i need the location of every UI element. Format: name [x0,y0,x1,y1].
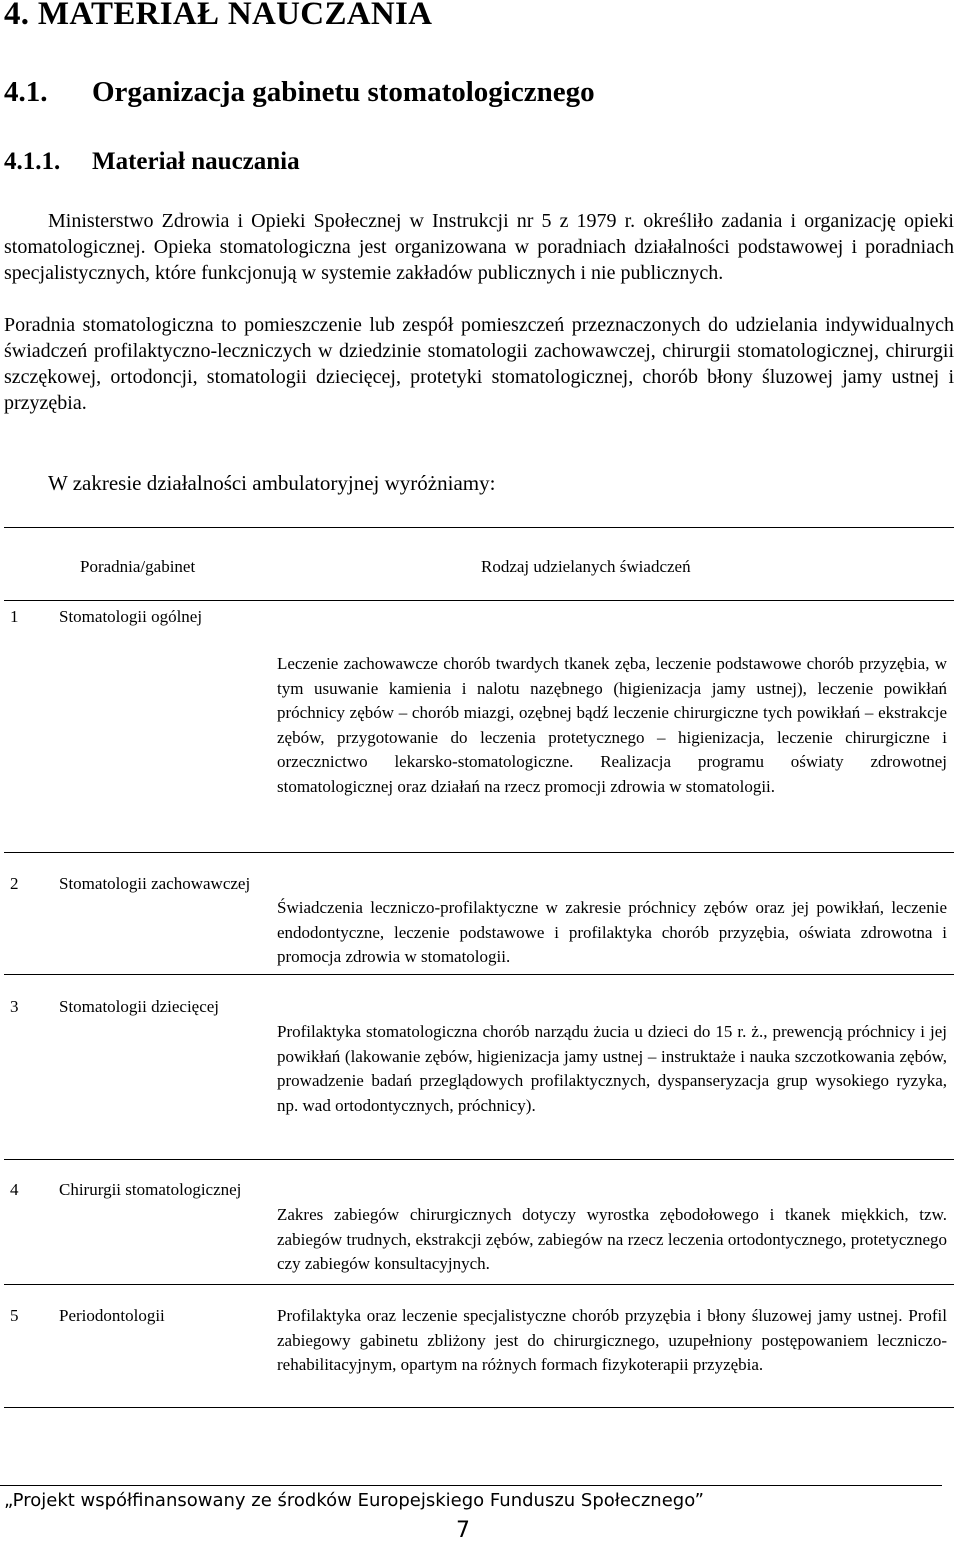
paragraph-intro: Ministerstwo Zdrowia i Opieki Społecznej w Instrukcji nr 5 z 1979 r. określiło zadania i organizację opieki stomatologicznej. Opieka stomatologiczna jest organizowana w poradniach działalności podstawowej i poradniach specjalistycznych, które funkcjonują w systemie zakładów publicznych i nie publicznych. [4,210,954,284]
row-clinic-name: Chirurgii stomatologicznej [59,1180,242,1199]
subsection-number: 4.1.1. [4,148,61,175]
table-header-services: Rodzaj udzielanych świadczeń [481,557,691,576]
row-clinic-name: Stomatologii ogólnej [59,607,203,626]
row-number: 1 [10,607,19,626]
table-rule [4,1284,954,1285]
row-number: 2 [10,874,19,893]
table-rule [4,852,954,853]
table-lead-text: W zakresie działalności ambulatoryjnej wyróżniamy: [48,471,496,495]
row-number: 4 [10,1180,19,1199]
paragraph-definition: Poradnia stomatologiczna to pomieszczenie lub zespół pomieszczeń przeznaczonych do udzielania indywidualnych świadczeń profilaktyczno-leczniczych w dziedzinie stomatologii zachowawczej, chirurgii stomatologicznej, chirurgii szczękowej, ortodoncji, stomatologii dziecięcej, protetyki stomatologicznej, chorób błony śluzowej jamy ustnej i przyzębia. [4,314,954,414]
row-clinic-name: Stomatologii dziecięcej [59,997,220,1016]
row-services: Profilaktyka stomatologiczna chorób narządu żucia u dzieci do 15 r. ż., prewencją próchnicy i jej powikłań (lakowanie zębów, higienizacja jamy ustnej – instruktaże i nauka szczotkowania zębów, prowadzenie badań przeglądowych profilaktycznych, dyspanseryzacja grup wysokiego ryzyka, np. wad ortodontycznych, próchnicy). [277,1022,947,1115]
section-title: Organizacja gabinetu stomatologicznego [92,76,595,108]
chapter-heading: 4. MATERIAŁ NAUCZANIA [4,0,433,32]
table-rule [4,1159,954,1160]
footer-rule [0,1485,942,1486]
row-number: 3 [10,997,19,1016]
table-rule-bottom [4,1407,954,1408]
row-services: Świadczenia leczniczo-profilaktyczne w zakresie próchnicy zębów oraz jej powikłań, leczenie endodontyczne, leczenie podstawowe i profilaktyka chorób przyzębia, oświata zdrowotna i promocja zdrowia w stomatologii. [277,898,947,966]
subsection-heading [4,148,300,176]
row-services: Profilaktyka oraz leczenie specjalistyczne chorób przyzębia i błony śluzowej jamy ustnej. Profil zabiegowy gabinetu zbliżony jest do chirurgicznego, uzupełniony postępowaniem leczniczo-rehabilitacyjnym, opartym na różnych formach fizykoterapii przyzębia. [277,1306,947,1374]
table-rule-header [4,600,954,601]
section-number: 4.1. [4,76,48,108]
subsection-title: Materiał nauczania [92,148,300,175]
row-services: Zakres zabiegów chirurgicznych dotyczy wyrostka zębodołowego i tkanek miękkich, tzw. zabiegów trudnych, ekstrakcji zębów, zabiegów na rzecz leczenia ortodontycznego, protetycznego czy zabiegów konsultacyjnych. [277,1205,947,1273]
page-number: 7 [456,1518,470,1543]
table-rule [4,974,954,975]
table-rule-top [4,527,954,528]
table-header-clinic: Poradnia/gabinet [80,557,196,576]
row-number: 5 [10,1306,19,1325]
row-clinic-name: Periodontologii [59,1306,165,1325]
row-clinic-name: Stomatologii zachowawczej [59,874,251,893]
footer-text: „Projekt współfinansowany ze środków Europejskiego Funduszu Społecznego” [4,1490,704,1511]
row-services: Leczenie zachowawcze chorób twardych tkanek zęba, leczenie podstawowe chorób przyzębia, w tym usuwanie kamienia i nalotu nazębnego (higienizacja jamy ustnej), leczenie powikłań próchnicy zębów – chorób miazgi, ozębnej bądź leczenie chirurgiczne tych powikłań – ekstrakcje zębów, przygotowanie do leczenia protetycznego – higienizacja, leczenie chirurgiczne i orzecznictwo lekarsko-stomatologiczne. Realizacja programu oświaty zdrowotnej stomatologicznej oraz działań na rzecz promocji zdrowia w stomatologii. [277,654,947,796]
section-heading [4,76,595,109]
